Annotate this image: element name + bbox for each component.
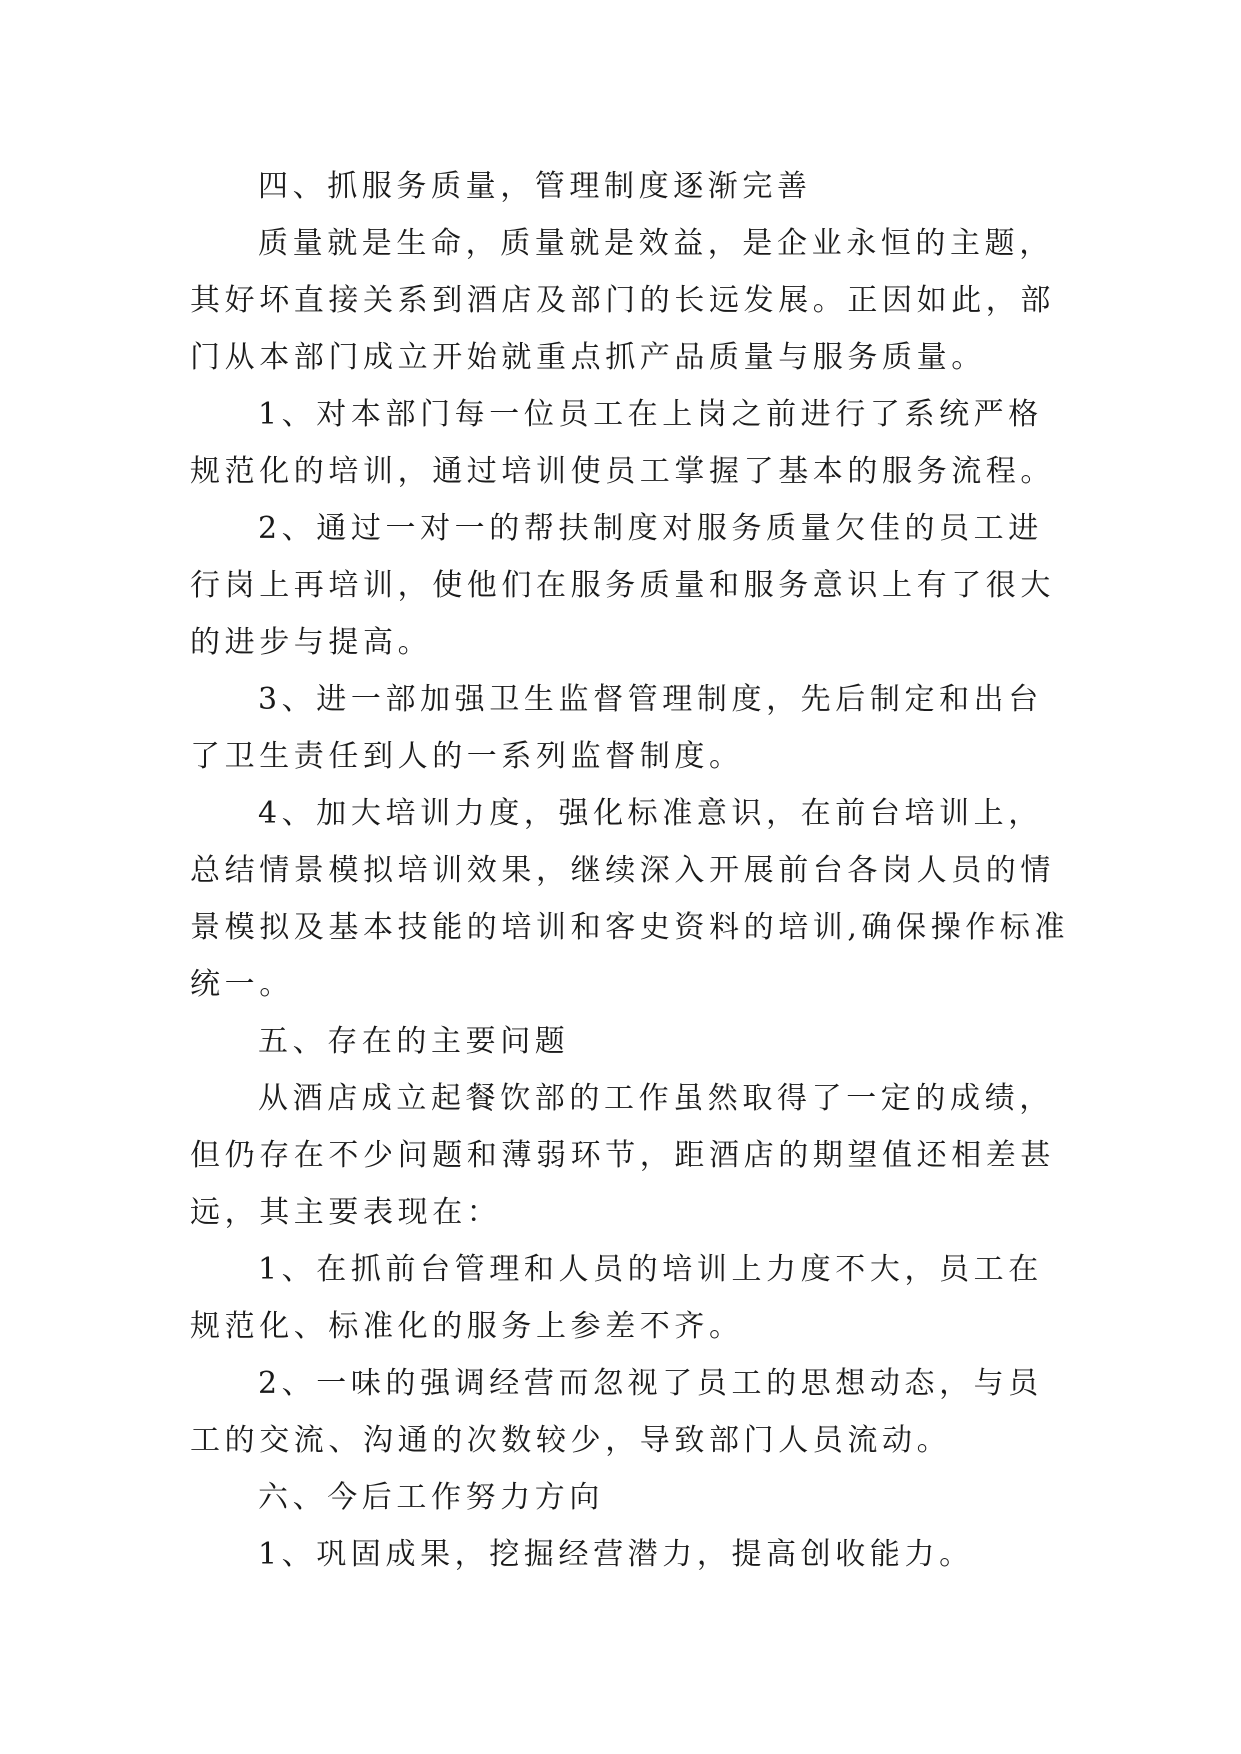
section-heading-main-problems: 五、存在的主要问题: [258, 1024, 570, 1059]
section-heading-future-direction: 六、今后工作努力方向: [258, 1480, 604, 1515]
list-item: 4、加大培训力度，强化标准意识，在前台培训上，总结情景模拟培训效果，继续深入开展前台各岗人员的情景模拟及基本技能的培训和客史资料的培训,确保操作标准统一。: [190, 796, 1070, 1002]
document-body: [190, 158, 1070, 1583]
section-heading-service-quality: 四、抓服务质量，管理制度逐渐完善: [258, 169, 812, 204]
list-item: 1、巩固成果，挖掘经营潜力，提高创收能力。: [258, 1537, 974, 1572]
list-item: 2、通过一对一的帮扶制度对服务质量欠佳的员工进行岗上再培训，使他们在服务质量和服务意识上有了很大的进步与提高。: [190, 511, 1055, 660]
list-item: 3、进一部加强卫生监督管理制度，先后制定和出台了卫生责任到人的一系列监督制度。: [190, 682, 1043, 774]
body-paragraph: 从酒店成立起餐饮部的工作虽然取得了一定的成绩，但仍存在不少问题和薄弱环节，距酒店的期望值还相差甚远，其主要表现在：: [190, 1081, 1055, 1230]
body-paragraph: 质量就是生命，质量就是效益，是企业永恒的主题，其好坏直接关系到酒店及部门的长远发展。正因如此，部门从本部门成立开始就重点抓产品质量与服务质量。: [190, 226, 1055, 375]
list-item: 2、一味的强调经营而忽视了员工的思想动态，与员工的交流、沟通的次数较少，导致部门人员流动。: [190, 1366, 1043, 1458]
list-item: 1、在抓前台管理和人员的培训上力度不大，员工在规范化、标准化的服务上参差不齐。: [190, 1252, 1043, 1344]
list-item: 1、对本部门每一位员工在上岗之前进行了系统严格规范化的培训，通过培训使员工掌握了基本的服务流程。: [190, 397, 1055, 489]
